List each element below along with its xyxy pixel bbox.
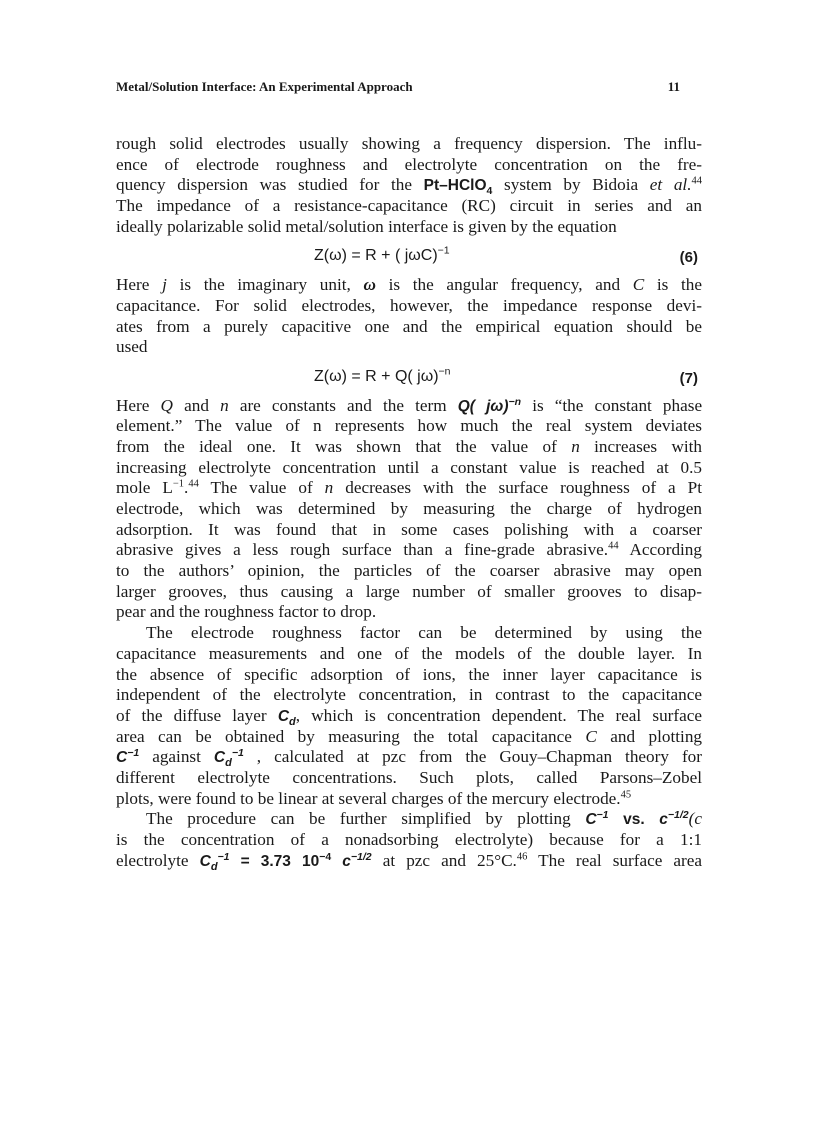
text-line: electrode, which was determined by measuring the charge of hydrogen bbox=[116, 499, 702, 518]
text-line: from the ideal one. It was shown that the value of n increases with bbox=[116, 436, 703, 456]
citation: 46 bbox=[516, 850, 528, 862]
text-line: of the diffuse layer $C_d$, which is concentration dependent. The real surface bbox=[116, 705, 702, 728]
text-line: different electrolyte concentrations. Such plots, called Parsons–Zobel bbox=[116, 767, 702, 787]
text-line: pear and the roughness factor to drop. bbox=[116, 602, 377, 622]
text-line: the absence of specific adsorption of ions, the inner layer capacitance is bbox=[116, 664, 702, 684]
text-line: area can be obtained by measuring the total capacitance C and plotting bbox=[116, 726, 703, 746]
equation-6-label: (6) bbox=[679, 249, 698, 267]
citation: 44 bbox=[188, 478, 199, 490]
text-line: electrolyte $C_d^{-1} = 3.73$ $10^{-4}$ $c^{-1/2}$ at pzc and 25°C.$^{46}$ The real surface area bbox=[116, 850, 703, 873]
page-number: 11 bbox=[667, 79, 680, 94]
equation-6-formula: Z(ω) = R + ( jωC)$^{-1}$ bbox=[314, 245, 450, 265]
text-line: $C^{-1}$ against $C_d^{-1}$ , calculated at pzc from the Gouy–Chapman theory for bbox=[116, 747, 702, 770]
text-line: ates from a purely capacitive one and the empirical equation should be bbox=[116, 316, 702, 336]
text-line: rough solid electrodes usually showing a frequency dispersion. The influ- bbox=[116, 134, 702, 153]
paragraph-5 bbox=[116, 809, 702, 871]
chemical-formula: Pt–HClO$_4$ bbox=[423, 177, 493, 198]
text-line: abrasive gives a less rough surface than a fine-grade abrasive.$^{44}$ According bbox=[116, 540, 702, 560]
running-head-title: Metal/Solution Interface: An Experimental Approach bbox=[116, 79, 413, 94]
equation-6 bbox=[116, 246, 702, 267]
text-line: ideally polarizable solid metal/solution interface is given by the equation bbox=[116, 216, 617, 236]
text-line: ence of electrode roughness and electrolyte concentration on the fre- bbox=[116, 154, 702, 174]
text-line: increasing electrolyte concentration until a constant value is reached at 0.5 bbox=[116, 457, 702, 477]
text-line: used bbox=[116, 337, 148, 357]
text-line: mole $L^{-1}.^{44}$ The value of n decreases with the surface roughness of a Pt bbox=[116, 478, 702, 498]
text-line: capacitance. For solid electrodes, however, the impedance response devi- bbox=[116, 295, 702, 315]
paragraph-4 bbox=[116, 623, 702, 809]
text-line: The procedure can be further simplified by plotting $C^{-1}$ vs. $c^{-1/2}(c$ bbox=[146, 809, 702, 829]
equation-7-label: (7) bbox=[679, 369, 698, 387]
text-line: is the concentration of a nonadsorbing electrolyte) because for a 1:1 bbox=[116, 830, 702, 849]
citation: 44 bbox=[691, 175, 702, 187]
body-text bbox=[116, 134, 702, 871]
paragraph-3 bbox=[116, 396, 702, 624]
text-line: larger grooves, thus causing a large number of smaller grooves to disap- bbox=[116, 581, 702, 601]
running-head bbox=[116, 79, 686, 97]
text-line: quency dispersion was studied for the Pt–HClO$_4$ system by Bidoia et al.$^{44}$ bbox=[116, 175, 702, 198]
text-line: adsorption. It was found that in some cases polishing with a coarser bbox=[116, 519, 702, 539]
text-line: independent of the electrolyte concentration, in contrast to the capacitance bbox=[116, 685, 702, 705]
text-line: The electrode roughness factor can be determined by using the bbox=[146, 623, 702, 643]
equation-7 bbox=[116, 367, 702, 388]
text-line: The impedance of a resistance-capacitance (RC) circuit in series and an bbox=[116, 196, 702, 216]
text-line: Here Q and n are constants and the term Q( jω)$^{-n}$ is “the constant phase bbox=[116, 395, 703, 415]
text-line: Here j is the imaginary unit, ω is the angular frequency, and C is the bbox=[116, 275, 703, 295]
text-line: capacitance measurements and one of the models of the double layer. In bbox=[116, 643, 702, 663]
citation: 45 bbox=[620, 788, 632, 800]
text-line: element.” The value of n represents how much the real system deviates bbox=[116, 416, 702, 436]
equation-7-formula: Z(ω) = R + Q( jω)$^{-n}$ bbox=[314, 365, 451, 385]
citation: 44 bbox=[608, 540, 619, 552]
paragraph-2 bbox=[116, 275, 702, 358]
paragraph-1 bbox=[116, 134, 702, 237]
text-line: to the authors’ opinion, the particles of the coarser abrasive may open bbox=[116, 561, 702, 581]
text-line: plots, were found to be linear at several charges of the mercury electrode.$^{45}$ bbox=[116, 788, 632, 808]
